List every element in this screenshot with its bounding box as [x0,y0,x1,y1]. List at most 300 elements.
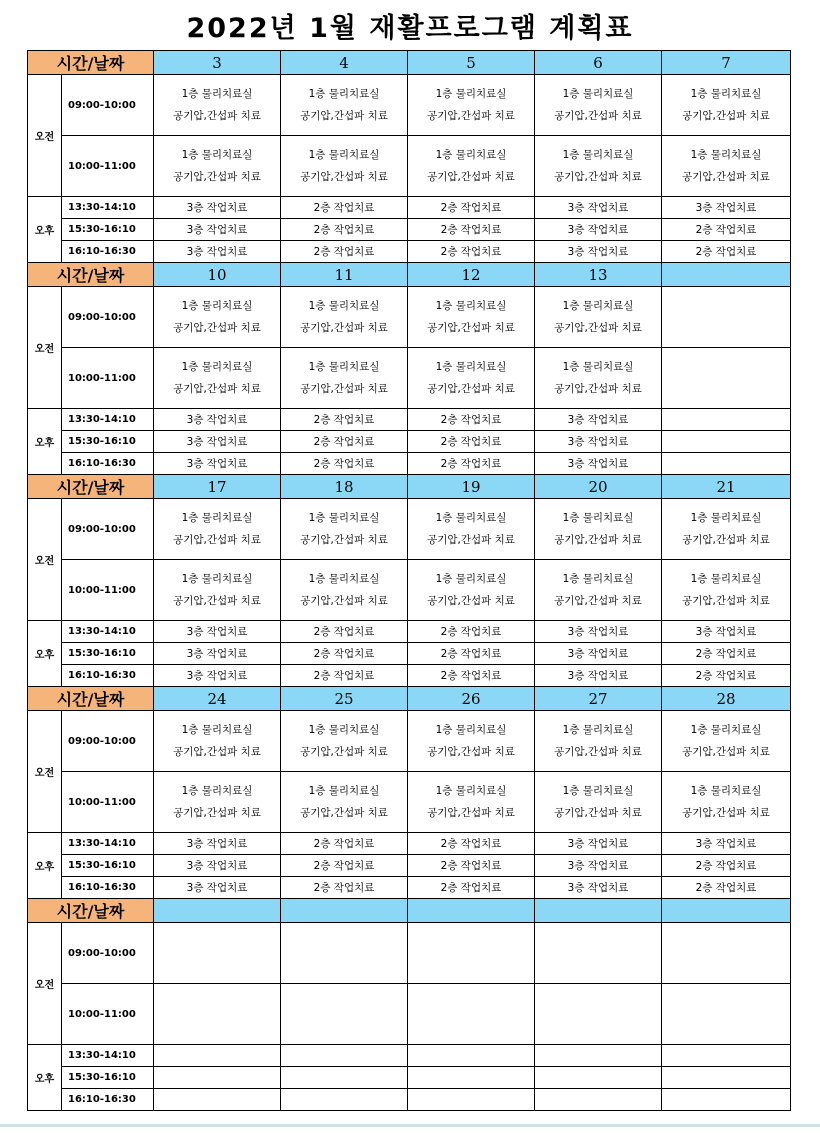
time-slot: 15:30-16:10 [62,1067,154,1089]
time-slot: 09:00-10:00 [62,499,154,560]
schedule-cell [281,1045,408,1067]
schedule-cell: 3층 작업치료 [535,621,662,643]
schedule-cell [535,772,662,833]
period-label-morning: 오전 [28,711,62,833]
therapy-type: 공기압,간섭파 치료 [173,383,261,395]
therapy-location: 1층 물리치료실 [562,149,634,161]
time-date-header: 시간/날짜 [28,51,154,75]
schedule-cell: 2층 작업치료 [281,197,408,219]
schedule-cell: 3층 작업치료 [535,241,662,263]
therapy-type: 공기압,간섭파 치료 [173,171,261,183]
schedule-cell: 2층 작업치료 [408,877,535,899]
time-slot: 15:30-16:10 [62,431,154,453]
schedule-cell: 2층 작업치료 [662,665,791,687]
therapy-type: 공기압,간섭파 치료 [427,534,515,546]
schedule-cell: 2층 작업치료 [408,219,535,241]
therapy-location: 1층 물리치료실 [181,512,253,524]
time-slot: 16:10-16:30 [62,1089,154,1111]
therapy-location: 1층 물리치료실 [181,88,253,100]
time-date-header: 시간/날짜 [28,899,154,923]
therapy-location: 1층 물리치료실 [562,573,634,585]
schedule-cell: 3층 작업치료 [154,877,281,899]
week-header-row [28,475,791,499]
day-header: 20 [535,475,662,499]
therapy-type: 공기압,간섭파 치료 [554,534,642,546]
schedule-row [28,431,791,453]
therapy-type: 공기압,간섭파 치료 [173,322,261,334]
schedule-cell [154,1045,281,1067]
schedule-cell: 2층 작업치료 [281,219,408,241]
schedule-row [28,136,791,197]
schedule-row [28,1067,791,1089]
day-header [535,899,662,923]
schedule-cell [154,560,281,621]
schedule-cell [408,1045,535,1067]
therapy-type: 공기압,간섭파 치료 [173,595,261,607]
day-header: 17 [154,475,281,499]
schedule-cell [281,711,408,772]
schedule-cell: 2층 작업치료 [662,877,791,899]
time-slot: 13:30-14:10 [62,409,154,431]
schedule-cell [662,1067,791,1089]
therapy-type: 공기압,간섭파 치료 [300,807,388,819]
time-slot: 16:10-16:30 [62,241,154,263]
schedule-cell [281,348,408,409]
schedule-cell [662,348,791,409]
schedule-cell: 3층 작업치료 [535,219,662,241]
schedule-cell [535,136,662,197]
schedule-cell: 3층 작업치료 [154,431,281,453]
day-header: 4 [281,51,408,75]
therapy-location: 1층 물리치료실 [181,300,253,312]
therapy-location: 1층 물리치료실 [690,149,762,161]
schedule-cell: 2층 작업치료 [408,409,535,431]
schedule-cell [662,711,791,772]
therapy-location: 1층 물리치료실 [562,512,634,524]
schedule-cell [535,348,662,409]
therapy-location: 1층 물리치료실 [435,149,507,161]
time-slot: 15:30-16:10 [62,855,154,877]
therapy-type: 공기압,간섭파 치료 [173,110,261,122]
schedule-cell [154,348,281,409]
period-label-afternoon: 오후 [28,409,62,475]
day-header: 6 [535,51,662,75]
schedule-cell [535,75,662,136]
schedule-cell [662,431,791,453]
schedule-body [28,51,791,1111]
schedule-row [28,923,791,984]
schedule-cell: 2층 작업치료 [281,855,408,877]
day-header: 12 [408,263,535,287]
week-header-row [28,51,791,75]
therapy-location: 1층 물리치료실 [308,573,380,585]
therapy-location: 1층 물리치료실 [690,88,762,100]
therapy-type: 공기압,간섭파 치료 [300,171,388,183]
schedule-cell [535,711,662,772]
therapy-location: 1층 물리치료실 [181,361,253,373]
schedule-cell: 3층 작업치료 [535,643,662,665]
day-header: 11 [281,263,408,287]
schedule-cell [662,499,791,560]
time-slot: 13:30-14:10 [62,197,154,219]
schedule-cell [662,409,791,431]
therapy-type: 공기압,간섭파 치료 [682,171,770,183]
schedule-row [28,643,791,665]
therapy-type: 공기압,간섭파 치료 [427,110,515,122]
schedule-cell [535,499,662,560]
time-slot: 13:30-14:10 [62,1045,154,1067]
therapy-type: 공기압,간섭파 치료 [554,746,642,758]
schedule-row [28,855,791,877]
schedule-row [28,287,791,348]
schedule-cell [408,560,535,621]
schedule-cell [154,984,281,1045]
time-slot: 09:00-10:00 [62,287,154,348]
therapy-location: 1층 물리치료실 [181,724,253,736]
schedule-row [28,877,791,899]
schedule-cell: 3층 작업치료 [154,833,281,855]
therapy-type: 공기압,간섭파 치료 [554,171,642,183]
schedule-cell: 3층 작업치료 [535,409,662,431]
schedule-cell [281,923,408,984]
schedule-cell [662,1045,791,1067]
schedule-cell: 2층 작업치료 [281,241,408,263]
period-label-afternoon: 오후 [28,1045,62,1111]
period-label-afternoon: 오후 [28,621,62,687]
schedule-cell: 3층 작업치료 [535,431,662,453]
therapy-type: 공기압,간섭파 치료 [173,807,261,819]
therapy-location: 1층 물리치료실 [690,512,762,524]
day-header: 24 [154,687,281,711]
schedule-cell: 3층 작업치료 [535,453,662,475]
schedule-cell: 3층 작업치료 [535,877,662,899]
schedule-cell: 3층 작업치료 [154,621,281,643]
schedule-row [28,348,791,409]
day-header [281,899,408,923]
day-header: 28 [662,687,791,711]
therapy-location: 1층 물리치료실 [308,361,380,373]
time-slot: 13:30-14:10 [62,833,154,855]
therapy-type: 공기압,간섭파 치료 [554,322,642,334]
schedule-cell: 2층 작업치료 [281,833,408,855]
schedule-cell: 2층 작업치료 [281,409,408,431]
schedule-cell: 2층 작업치료 [662,241,791,263]
time-date-header: 시간/날짜 [28,475,154,499]
period-label-afternoon: 오후 [28,833,62,899]
schedule-cell [535,1089,662,1111]
schedule-cell [281,287,408,348]
schedule-cell [408,984,535,1045]
day-header: 27 [535,687,662,711]
therapy-type: 공기압,간섭파 치료 [554,383,642,395]
schedule-cell [408,136,535,197]
week-header-row [28,263,791,287]
schedule-cell: 3층 작업치료 [154,643,281,665]
period-label-morning: 오전 [28,499,62,621]
schedule-cell [281,984,408,1045]
schedule-cell: 3층 작업치료 [535,855,662,877]
schedule-cell: 2층 작업치료 [281,453,408,475]
schedule-row [28,1045,791,1067]
time-slot: 15:30-16:10 [62,219,154,241]
therapy-type: 공기압,간섭파 치료 [682,807,770,819]
therapy-type: 공기압,간섭파 치료 [427,746,515,758]
therapy-location: 1층 물리치료실 [435,88,507,100]
schedule-cell [154,136,281,197]
schedule-row [28,560,791,621]
schedule-cell: 3층 작업치료 [535,665,662,687]
therapy-type: 공기압,간섭파 치료 [300,383,388,395]
therapy-location: 1층 물리치료실 [435,361,507,373]
schedule-row [28,219,791,241]
schedule-cell [281,1067,408,1089]
time-slot: 16:10-16:30 [62,877,154,899]
schedule-cell [408,1067,535,1089]
schedule-cell: 2층 작업치료 [408,833,535,855]
schedule-cell [408,923,535,984]
schedule-cell: 3층 작업치료 [154,409,281,431]
therapy-location: 1층 물리치료실 [435,300,507,312]
schedule-row [28,621,791,643]
schedule-cell [281,772,408,833]
schedule-cell [281,75,408,136]
schedule-cell [154,287,281,348]
therapy-location: 1층 물리치료실 [690,573,762,585]
schedule-cell: 2층 작업치료 [408,855,535,877]
therapy-type: 공기압,간섭파 치료 [682,746,770,758]
day-header: 26 [408,687,535,711]
schedule-row [28,833,791,855]
schedule-cell [281,499,408,560]
schedule-cell: 2층 작업치료 [662,643,791,665]
therapy-type: 공기압,간섭파 치료 [300,322,388,334]
schedule-cell: 2층 작업치료 [408,197,535,219]
schedule-cell: 2층 작업치료 [281,621,408,643]
time-slot: 10:00-11:00 [62,348,154,409]
schedule-cell: 2층 작업치료 [662,219,791,241]
therapy-location: 1층 물리치료실 [690,785,762,797]
schedule-cell [662,984,791,1045]
therapy-location: 1층 물리치료실 [181,785,253,797]
schedule-cell [535,923,662,984]
therapy-type: 공기압,간섭파 치료 [682,595,770,607]
therapy-location: 1층 물리치료실 [562,785,634,797]
schedule-cell: 3층 작업치료 [154,665,281,687]
day-header: 19 [408,475,535,499]
schedule-cell [662,287,791,348]
schedule-cell [408,348,535,409]
time-slot: 09:00-10:00 [62,75,154,136]
therapy-type: 공기압,간섭파 치료 [427,807,515,819]
day-header: 7 [662,51,791,75]
therapy-type: 공기압,간섭파 치료 [300,110,388,122]
day-header: 21 [662,475,791,499]
therapy-location: 1층 물리치료실 [562,724,634,736]
therapy-location: 1층 물리치료실 [562,88,634,100]
time-slot: 10:00-11:00 [62,136,154,197]
therapy-type: 공기압,간섭파 치료 [682,534,770,546]
schedule-cell: 2층 작업치료 [408,431,535,453]
schedule-cell [154,711,281,772]
time-date-header: 시간/날짜 [28,687,154,711]
therapy-location: 1층 물리치료실 [562,300,634,312]
schedule-row [28,772,791,833]
time-date-header: 시간/날짜 [28,263,154,287]
therapy-type: 공기압,간섭파 치료 [300,746,388,758]
therapy-location: 1층 물리치료실 [562,361,634,373]
schedule-cell: 2층 작업치료 [408,643,535,665]
time-slot: 10:00-11:00 [62,984,154,1045]
therapy-type: 공기압,간섭파 치료 [427,322,515,334]
schedule-cell: 3층 작업치료 [662,833,791,855]
schedule-cell [154,1067,281,1089]
schedule-row [28,1089,791,1111]
schedule-cell [535,984,662,1045]
schedule-cell [408,1089,535,1111]
schedule-cell [535,287,662,348]
time-slot: 10:00-11:00 [62,772,154,833]
schedule-cell [281,136,408,197]
schedule-cell [408,75,535,136]
schedule-cell [281,560,408,621]
therapy-type: 공기압,간섭파 치료 [427,595,515,607]
schedule-row [28,453,791,475]
period-label-afternoon: 오후 [28,197,62,263]
day-header: 10 [154,263,281,287]
schedule-cell [662,1089,791,1111]
therapy-location: 1층 물리치료실 [308,300,380,312]
week-header-row [28,899,791,923]
time-slot: 13:30-14:10 [62,621,154,643]
day-header [154,899,281,923]
day-header [408,899,535,923]
therapy-type: 공기압,간섭파 치료 [682,110,770,122]
schedule-row [28,665,791,687]
therapy-type: 공기압,간섭파 치료 [173,534,261,546]
schedule-cell: 2층 작업치료 [662,855,791,877]
schedule-cell: 3층 작업치료 [535,197,662,219]
schedule-cell [662,75,791,136]
day-header: 5 [408,51,535,75]
schedule-row [28,75,791,136]
day-header: 3 [154,51,281,75]
schedule-row [28,711,791,772]
schedule-cell [662,772,791,833]
therapy-location: 1층 물리치료실 [308,512,380,524]
schedule-cell [408,499,535,560]
schedule-cell: 3층 작업치료 [154,453,281,475]
schedule-cell [535,1067,662,1089]
time-slot: 16:10-16:30 [62,665,154,687]
schedule-cell [535,560,662,621]
schedule-cell [662,136,791,197]
schedule-cell [154,499,281,560]
therapy-location: 1층 물리치료실 [435,573,507,585]
schedule-cell: 3층 작업치료 [154,219,281,241]
week-header-row [28,687,791,711]
schedule-cell: 3층 작업치료 [535,833,662,855]
time-slot: 16:10-16:30 [62,453,154,475]
day-header: 18 [281,475,408,499]
schedule-cell: 2층 작업치료 [408,621,535,643]
time-slot: 09:00-10:00 [62,711,154,772]
therapy-type: 공기압,간섭파 치료 [427,171,515,183]
schedule-cell: 2층 작업치료 [281,643,408,665]
therapy-location: 1층 물리치료실 [308,149,380,161]
schedule-cell: 2층 작업치료 [281,431,408,453]
schedule-row [28,197,791,219]
therapy-type: 공기압,간섭파 치료 [554,595,642,607]
time-slot: 10:00-11:00 [62,560,154,621]
schedule-cell: 2층 작업치료 [408,241,535,263]
schedule-row [28,241,791,263]
schedule-cell: 2층 작업치료 [281,665,408,687]
therapy-location: 1층 물리치료실 [435,512,507,524]
schedule-cell: 3층 작업치료 [662,621,791,643]
schedule-cell [281,1089,408,1111]
page-title: 2022년 1월 재활프로그램 계획표 [186,13,634,44]
therapy-location: 1층 물리치료실 [308,88,380,100]
footer-divider [0,1124,820,1127]
period-label-morning: 오전 [28,287,62,409]
therapy-location: 1층 물리치료실 [308,724,380,736]
therapy-location: 1층 물리치료실 [181,149,253,161]
schedule-cell: 2층 작업치료 [408,453,535,475]
schedule-cell [662,453,791,475]
schedule-cell: 3층 작업치료 [154,855,281,877]
schedule-cell [408,287,535,348]
day-header: 13 [535,263,662,287]
schedule-cell [408,711,535,772]
therapy-type: 공기압,간섭파 치료 [554,110,642,122]
therapy-type: 공기압,간섭파 치료 [173,746,261,758]
schedule-row [28,984,791,1045]
schedule-cell [154,772,281,833]
schedule-cell: 3층 작업치료 [154,241,281,263]
schedule-cell [154,1089,281,1111]
schedule-cell [662,923,791,984]
period-label-morning: 오전 [28,923,62,1045]
day-header: 25 [281,687,408,711]
schedule-row [28,499,791,560]
therapy-location: 1층 물리치료실 [181,573,253,585]
schedule-cell [662,560,791,621]
schedule-cell [154,923,281,984]
therapy-location: 1층 물리치료실 [690,724,762,736]
therapy-type: 공기압,간섭파 치료 [300,595,388,607]
time-slot: 15:30-16:10 [62,643,154,665]
day-header [662,263,791,287]
therapy-type: 공기압,간섭파 치료 [554,807,642,819]
therapy-location: 1층 물리치료실 [308,785,380,797]
schedule-cell [535,1045,662,1067]
schedule-cell: 3층 작업치료 [154,197,281,219]
period-label-morning: 오전 [28,75,62,197]
therapy-location: 1층 물리치료실 [435,724,507,736]
schedule-cell: 3층 작업치료 [662,197,791,219]
schedule-table [27,50,791,1111]
schedule-cell: 2층 작업치료 [408,665,535,687]
schedule-cell: 2층 작업치료 [281,877,408,899]
time-slot: 09:00-10:00 [62,923,154,984]
schedule-cell [154,75,281,136]
schedule-cell [408,772,535,833]
day-header [662,899,791,923]
therapy-location: 1층 물리치료실 [435,785,507,797]
therapy-type: 공기압,간섭파 치료 [300,534,388,546]
schedule-row [28,409,791,431]
therapy-type: 공기압,간섭파 치료 [427,383,515,395]
